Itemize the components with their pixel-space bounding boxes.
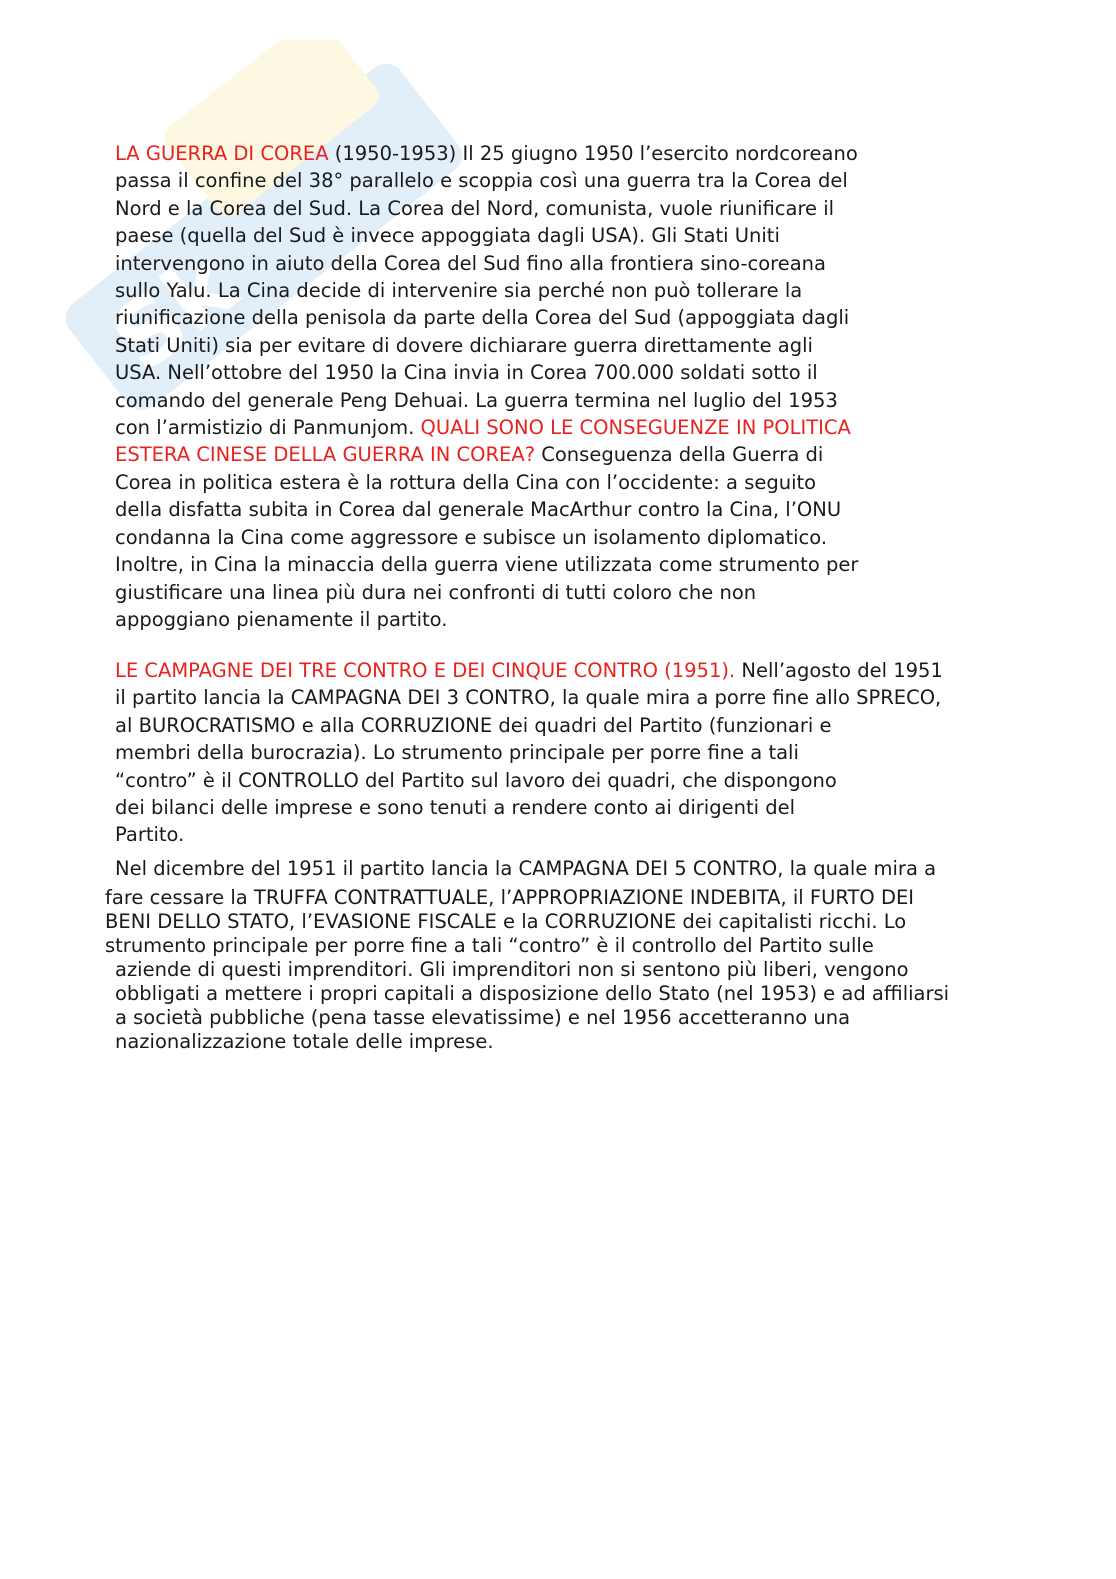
heading-campagne: LE CAMPAGNE DEI TRE CONTRO E DEI CINQUE CONTRO (1951). — [115, 659, 736, 682]
text-conseguenze: Conseguenza della Guerra di Corea in politica estera è la rottura della Cina con l’occidente: a seguito della disfatta subita in Corea dal generale MacArthur contro la Cina, l’ONU condanna la Cina come aggressore e subisce un isolamento diplomatico. Inoltre, in Cina la minaccia della guerra viene utilizzata come strumento per giustificare una linea più dura nei confronti di tutti coloro che non appoggiano pienamente il partito. — [115, 443, 859, 631]
cinque-contro-line: Nel dicembre del 1951 il partito lancia la CAMPAGNA DEI 5 CONTRO, la quale mira a — [115, 857, 937, 880]
cinque-contro-line: BENI DELLO STATO, l’EVASIONE FISCALE e la CORRUZIONE dei capitalisti ricchi. Lo — [105, 910, 907, 933]
text-guerra-di-corea: (1950-1953) Il 25 giugno 1950 l’esercito nordcoreano passa il confine del 38° parallelo e scoppia così una guerra tra la Corea del Nord e la Corea del Sud. La Corea del Nord, comunista, vuole riunificare il paese (quella del Sud è invece appoggiata dagli USA). Gli Stati Uniti intervengono in aiuto della Corea del Sud fino alla frontiera sino-coreana sullo Yalu. La Cina decide di intervenire sia perché non può tollerare la riunificazione della penisola da parte della Corea del Sud (appoggiata dagli Stati Uniti) sia per evitare di dovere dichiarare guerra direttamente agli USA. Nell’ottobre del 1950 la Cina invia in Corea 700.000 soldati sotto il comando del generale Peng Dehuai. La guerra termina nel luglio del 1953 con l’armistizio di Panmunjom. — [115, 142, 858, 440]
question-conseguenze: QUALI SONO LE CONSEGUENZE IN POLITICA ESTERA CINESE DELLA GUERRA IN COREA? — [115, 416, 851, 467]
svg-text:Sk: Sk — [92, 233, 256, 393]
heading-guerra-di-corea: LA GUERRA DI COREA — [115, 142, 329, 165]
cinque-contro-line: aziende di questi imprenditori. Gli imprenditori non si sentono più liberi, vengono — [115, 958, 909, 981]
cinque-contro-line: nazionalizzazione totale delle imprese. — [115, 1030, 494, 1053]
cinque-contro-line: strumento principale per porre fine a tali “contro” è il controllo del Partito sulle — [105, 934, 874, 957]
cinque-contro-line: a società pubbliche (pena tasse elevatissime) e nel 1956 accetteranno una — [115, 1006, 851, 1029]
paragraph-campagne — [115, 657, 1015, 849]
text-campagne: Nell’agosto del 1951 il partito lancia la CAMPAGNA DEI 3 CONTRO, la quale mira a porre fine allo SPRECO, al BUROCRATISMO e alla CORRUZIONE dei quadri del Partito (funzionari e membri della burocrazia). Lo strumento principale per porre fine a tali “contro” è il CONTROLLO del Partito sul lavoro dei quadri, che dispongono dei bilanci delle imprese e sono tenuti a rendere conto ai dirigenti del Partito. — [115, 659, 943, 847]
cinque-contro-line: fare cessare la TRUFFA CONTRATTUALE, l’APPROPRIAZIONE INDEBITA, il FURTO DEI — [105, 886, 915, 909]
paragraph-guerra-di-corea — [115, 140, 915, 633]
cinque-contro-line: obbligati a mettere i propri capitali a disposizione dello Stato (nel 1953) e ad affiliarsi — [115, 982, 950, 1005]
